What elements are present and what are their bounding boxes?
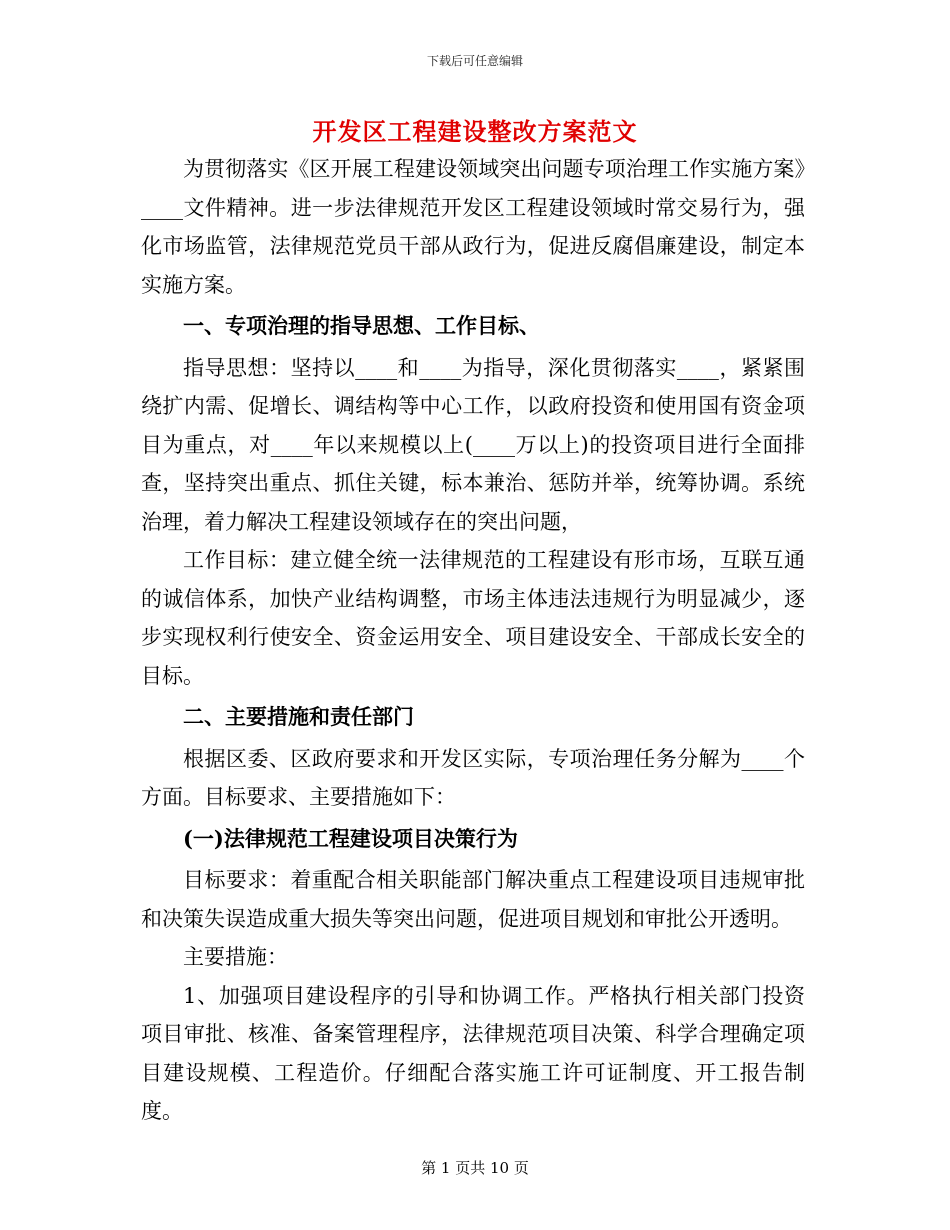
subsection-heading-1: (一)法律规范工程建设项目决策行为: [183, 825, 518, 851]
paragraph-task-breakdown: 根据区委、区政府要求和开发区实际，专项治理任务分解为____个方面。目标要求、主要措施如下：: [141, 746, 805, 809]
paragraph-main-measures-label: 主要措施：: [183, 945, 288, 969]
document-title: 开发区工程建设整改方案范文: [312, 117, 638, 146]
document-body: [141, 150, 805, 1131]
paragraph-guiding-ideology: 指导思想：坚持以____和____为指导，深化贯彻落实____，紧紧围绕扩内需、促增长、调结构等中心工作，以政府投资和使用国有资金项目为重点，对____年以来规模以上(____万以上)的投资项目进行全面排查，坚持突出重点、抓住关键，标本兼治、惩防并举，统筹协调。系统治理，着力解决工程建设领域存在的突出问题，: [141, 355, 805, 534]
page-footer: 第 1 页共 10 页: [421, 1159, 529, 1177]
header-note: 下载后可任意编辑: [426, 54, 523, 68]
section-heading-2: 二、主要措施和责任部门: [183, 704, 414, 729]
paragraph-target-requirements: 目标要求：着重配合相关职能部门解决重点工程建设项目违规审批和决策失误造成重大损失等突出问题，促进项目规划和审批公开透明。: [141, 868, 805, 931]
paragraph-intro: 为贯彻落实《区开展工程建设领域突出问题专项治理工作实施方案》____文件精神。进一步法律规范开发区工程建设领域时常交易行为，强化市场监管，法律规范党员干部从政行为，促进反腐倡廉建设，制定本实施方案。: [141, 157, 805, 297]
section-heading-1: 一、专项治理的指导思想、工作目标、: [183, 313, 540, 338]
paragraph-work-goals: 工作目标：建立健全统一法律规范的工程建设有形市场，互联互通的诚信体系，加快产业结构调整，市场主体违法违规行为明显减少，逐步实现权利行使安全、资金运用安全、项目建设安全、干部成长安全的目标。: [141, 548, 805, 688]
paragraph-measure-1: 1、加强项目建设程序的引导和协调工作。严格执行相关部门投资项目审批、核准、备案管理程序，法律规范项目决策、科学合理确定项目建设规模、工程造价。仔细配合落实施工许可证制度、开工报告制度。: [141, 983, 805, 1123]
